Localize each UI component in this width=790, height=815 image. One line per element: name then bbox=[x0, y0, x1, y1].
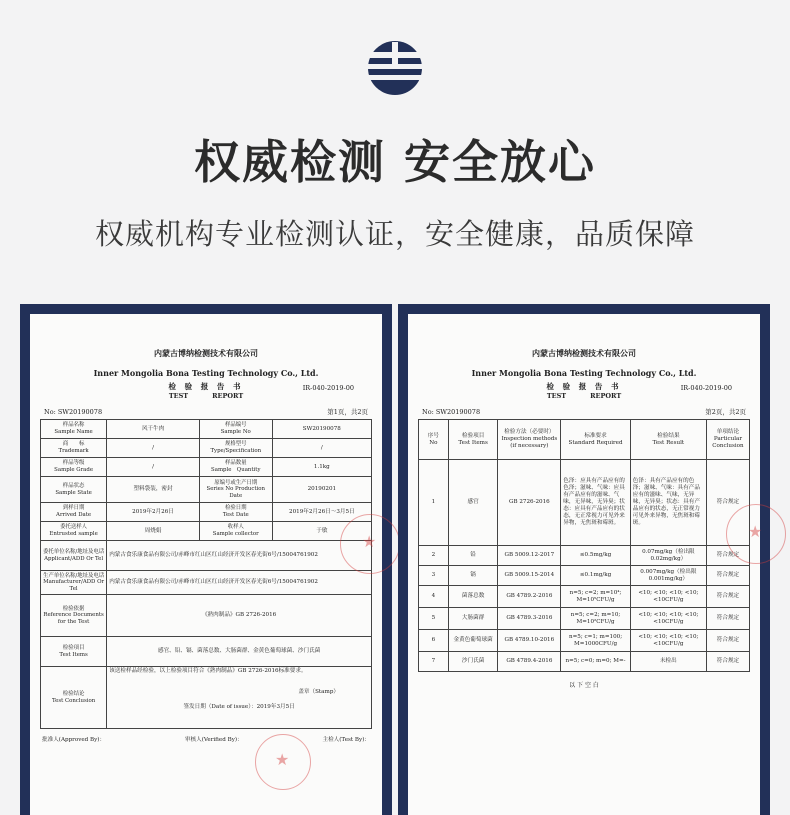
table-row bbox=[41, 637, 372, 667]
report-code: IR-040-2019-00 bbox=[302, 384, 354, 392]
field-label-en: Sample No bbox=[220, 429, 251, 436]
field-value: 2019年2月26日 bbox=[107, 503, 200, 522]
approved-by: 批准人(Approved By)： bbox=[42, 737, 106, 744]
seal-star-icon: ★ bbox=[362, 532, 377, 551]
cell-standard: n=5; c=2; m=10⁴; M=10⁵CFU/g bbox=[561, 586, 631, 608]
table-header-row bbox=[419, 420, 750, 460]
col-header: 检验项目 bbox=[461, 432, 485, 439]
field-value: 1.1kg bbox=[272, 458, 371, 477]
field-value: / bbox=[107, 458, 200, 477]
cell-no: 4 bbox=[419, 586, 449, 608]
field-value: 2019年2月26日～3月5日 bbox=[272, 503, 371, 522]
company-name-cn: 内蒙古博纳检测技术有限公司 bbox=[154, 348, 258, 358]
field-value: SW20190078 bbox=[272, 420, 371, 439]
report-title-en-report: REPORT bbox=[212, 392, 244, 400]
cell-conclusion: 符合规定 bbox=[706, 608, 749, 630]
cell-standard: ≤0.5mg/kg bbox=[561, 546, 631, 566]
report-title-en-report: REPORT bbox=[590, 392, 622, 400]
cell-no: 3 bbox=[419, 566, 449, 586]
field-label: 委托单位名称/地址及电话 bbox=[43, 548, 105, 555]
field-label: 样品名称 bbox=[62, 422, 85, 429]
col-header-en: No bbox=[429, 439, 438, 446]
col-header-en: Inspection methods (if necessary) bbox=[501, 436, 558, 450]
cell-standard: n=5; c=0; m=0; M=- bbox=[561, 652, 631, 672]
field-label: 样品等级 bbox=[62, 460, 85, 467]
cell-method: GB 4789.10-2016 bbox=[498, 630, 561, 652]
cell-conclusion: 符合规定 bbox=[706, 652, 749, 672]
table-row bbox=[41, 458, 372, 477]
field-label: 商 标 bbox=[62, 441, 85, 448]
field-label-en: Test Date bbox=[222, 512, 249, 519]
report-title-cn: 检 验 报 告 书 bbox=[546, 382, 622, 391]
table-row bbox=[41, 667, 372, 729]
cell-item: 菌落总数 bbox=[448, 586, 498, 608]
table-row bbox=[419, 630, 750, 652]
cell-standard: 色泽：应具有产品应有的色泽；滋味、气味：应具有产品应有的滋味、气味，无异味，无异臭；状态：应具有产品应有的状态，无正常视力可见外来异物，无焦斑和霉斑。 bbox=[561, 460, 631, 546]
report-title-en-test: TEST bbox=[168, 392, 189, 400]
applicant-value: 内蒙古食乐康食品有限公司/赤峰市红山区红山经济开发区春光街6号/15004761902 bbox=[107, 541, 372, 571]
table-row bbox=[419, 566, 750, 586]
field-label: 规格型号 bbox=[224, 441, 247, 448]
cell-standard: ≤0.1mg/kg bbox=[561, 566, 631, 586]
seal-star-icon: ★ bbox=[748, 522, 763, 541]
field-label-en: Test Items bbox=[59, 651, 88, 658]
table-row bbox=[41, 571, 372, 595]
table-row bbox=[419, 652, 750, 672]
table-row bbox=[41, 439, 372, 458]
cell-conclusion: 符合规定 bbox=[706, 630, 749, 652]
headline: 权威检测 安全放心 bbox=[193, 135, 596, 189]
table-row bbox=[41, 503, 372, 522]
col-header-en: Standard Required bbox=[568, 439, 623, 446]
field-label-en: Type/Specification bbox=[210, 448, 262, 455]
conclusion-value: 该送检样品经检验，以上检验项目符合《熟肉制品》GB 2726-2016标准要求。 bbox=[109, 668, 307, 675]
seal-star-icon: ★ bbox=[275, 750, 290, 769]
cell-item: 金黄色葡萄球菌 bbox=[448, 630, 498, 652]
page-indicator: 第2页，共2页 bbox=[705, 408, 746, 416]
field-value: 周烧娟 bbox=[107, 522, 200, 541]
table-row bbox=[419, 546, 750, 566]
report-page-1 bbox=[30, 314, 382, 815]
page-indicator: 第1页，共2页 bbox=[327, 408, 368, 416]
cell-no: 7 bbox=[419, 652, 449, 672]
cell-standard: n=5; c=2; m=10; M=10²CFU/g bbox=[561, 608, 631, 630]
cell-method: GB 5009.15-2014 bbox=[498, 566, 561, 586]
report-page-2 bbox=[408, 314, 763, 815]
field-label-en: Sample Name bbox=[54, 429, 93, 436]
report-code: IR-040-2019-00 bbox=[680, 384, 732, 392]
cell-method: GB 4789.2-2016 bbox=[498, 586, 561, 608]
field-label: 样品状态 bbox=[62, 482, 85, 489]
cell-result: <10; <10; <10; <10; <10CFU/g bbox=[630, 608, 706, 630]
field-label-en: Arrived Date bbox=[56, 512, 92, 519]
table-row bbox=[41, 595, 372, 637]
stamp-label: 盖章（Stamp） bbox=[298, 689, 339, 696]
cell-result: 0.007mg/kg（检出限0.001mg/kg） bbox=[630, 566, 706, 586]
cell-item: 镉 bbox=[448, 566, 498, 586]
field-label-en: Sample Quantity bbox=[211, 467, 261, 474]
field-label-en: Applicant/ADD Or Tel bbox=[44, 555, 104, 562]
cell-method: GB 5009.12-2017 bbox=[498, 546, 561, 566]
field-label-en: Manufacturer/ADD Or Tel bbox=[43, 579, 105, 592]
col-header: 检验方法（必要时） bbox=[504, 429, 555, 436]
cell-result: 色泽：具有产品应有的色泽；滋味、气味：具有产品应有的滋味、气味，无异味，无异臭；状态：具有产品应有的状态，无正常视力可见外来异物，无焦斑和霉斑。 bbox=[630, 460, 706, 546]
basis-value: 《熟肉制品》GB 2726-2016 bbox=[107, 595, 372, 637]
field-label: 样品数量 bbox=[224, 460, 247, 467]
field-label: 委托送样人 bbox=[60, 524, 88, 531]
col-header: 序号 bbox=[427, 432, 439, 439]
table-row bbox=[419, 460, 750, 546]
field-label-en: Reference Documents for the Test bbox=[43, 612, 104, 625]
field-label: 收样人 bbox=[227, 524, 244, 531]
field-label: 到样日期 bbox=[62, 505, 85, 512]
report-title-en-test: TEST bbox=[546, 392, 567, 400]
cell-conclusion: 符合规定 bbox=[706, 566, 749, 586]
cell-conclusion: 符合规定 bbox=[706, 460, 749, 546]
blank-below-note: 以 下 空 白 bbox=[569, 682, 599, 690]
table-row bbox=[419, 608, 750, 630]
field-label-en: Sample collector bbox=[212, 531, 259, 538]
cell-result: <10; <10; <10; <10; <10CFU/g bbox=[630, 630, 706, 652]
col-header: 标准要求 bbox=[584, 432, 607, 439]
report-number: No: SW20190078 bbox=[422, 408, 481, 416]
col-header-en: Test Items bbox=[458, 439, 488, 446]
cell-no: 1 bbox=[419, 460, 449, 546]
company-name-cn: 内蒙古博纳检测技术有限公司 bbox=[532, 348, 636, 358]
field-label: 样品编号 bbox=[224, 422, 247, 429]
cell-item: 感官 bbox=[448, 460, 498, 546]
items-value: 感官、铅、镉、菌落总数、大肠菌群、金黄色葡萄球菌、沙门氏菌 bbox=[107, 637, 372, 667]
col-header: 单项结论 bbox=[716, 429, 740, 436]
report-page-1-frame bbox=[20, 304, 392, 815]
cell-item: 铅 bbox=[448, 546, 498, 566]
col-header: 检验结果 bbox=[657, 432, 680, 439]
field-value: / bbox=[107, 439, 200, 458]
field-label-en: Trademark bbox=[58, 448, 89, 455]
field-label: 原编号或生产日期 bbox=[214, 479, 258, 486]
cell-item: 沙门氏菌 bbox=[448, 652, 498, 672]
cell-method: GB 2726-2016 bbox=[498, 460, 561, 546]
table-row bbox=[41, 541, 372, 571]
cell-conclusion: 符合规定 bbox=[706, 586, 749, 608]
cell-no: 2 bbox=[419, 546, 449, 566]
field-label: 检验日期 bbox=[224, 505, 247, 512]
cell-result: <10; <10; <10; <10; <10CFU/g bbox=[630, 586, 706, 608]
company-name-en: Inner Mongolia Bona Testing Technology Co., Ltd. bbox=[93, 368, 319, 378]
field-label-en: Sample State bbox=[55, 489, 92, 496]
cell-method: GB 4789.3-2016 bbox=[498, 608, 561, 630]
cell-method: GB 4789.4-2016 bbox=[498, 652, 561, 672]
cell-result: 0.07mg/kg（检出限0.02mg/kg） bbox=[630, 546, 706, 566]
field-value: 塑料袋装，密封 bbox=[107, 477, 200, 503]
brand-logo-icon bbox=[362, 40, 428, 96]
company-name-en: Inner Mongolia Bona Testing Technology Co., Ltd. bbox=[471, 368, 697, 378]
table-row bbox=[41, 420, 372, 439]
cell-no: 6 bbox=[419, 630, 449, 652]
cell-item: 大肠菌群 bbox=[448, 608, 498, 630]
field-label: 检验依据 bbox=[62, 605, 85, 612]
field-label: 检验项目 bbox=[62, 644, 85, 651]
tested-by: 主检人(Test By)： bbox=[322, 737, 370, 744]
field-label-en: Entrusted sample bbox=[49, 531, 98, 538]
field-value: 20190201 bbox=[272, 477, 371, 503]
table-row bbox=[419, 586, 750, 608]
field-label: 检验结论 bbox=[62, 690, 85, 697]
report-number: No: SW20190078 bbox=[44, 408, 103, 416]
col-header-en: Particular Conclusion bbox=[712, 436, 744, 450]
cell-conclusion: 符合规定 bbox=[706, 546, 749, 566]
table-row bbox=[41, 477, 372, 503]
subline: 权威机构专业检测认证，安全健康，品质保障 bbox=[94, 217, 695, 251]
field-value: 于敏 bbox=[272, 522, 371, 541]
issue-date: 签发日期（Date of issue）：2019年3月5日 bbox=[183, 704, 295, 711]
field-value: / bbox=[272, 439, 371, 458]
verified-by: 审核人(Verified By)： bbox=[184, 737, 243, 744]
cell-no: 5 bbox=[419, 608, 449, 630]
field-label: 生产单位名称/地址及电话 bbox=[43, 572, 105, 579]
col-header-en: Test Result bbox=[652, 439, 685, 446]
field-value: 风干牛肉 bbox=[107, 420, 200, 439]
cell-result: 未检出 bbox=[630, 652, 706, 672]
report-title-cn: 检 验 报 告 书 bbox=[168, 382, 244, 391]
producer-value: 内蒙古食乐康食品有限公司/赤峰市红山区红山经济开发区春光街6号/15004761902 bbox=[107, 571, 372, 595]
sample-info-table bbox=[40, 419, 372, 729]
field-label-en: Series No Production Date bbox=[206, 486, 266, 499]
field-label-en: Test Conclusion bbox=[51, 697, 96, 704]
field-label-en: Sample Grade bbox=[54, 467, 94, 474]
report-page-2-frame bbox=[398, 304, 770, 815]
table-row bbox=[41, 522, 372, 541]
results-table bbox=[418, 419, 750, 672]
cell-standard: n=5; c=1; m=100; M=1000CFU/g bbox=[561, 630, 631, 652]
